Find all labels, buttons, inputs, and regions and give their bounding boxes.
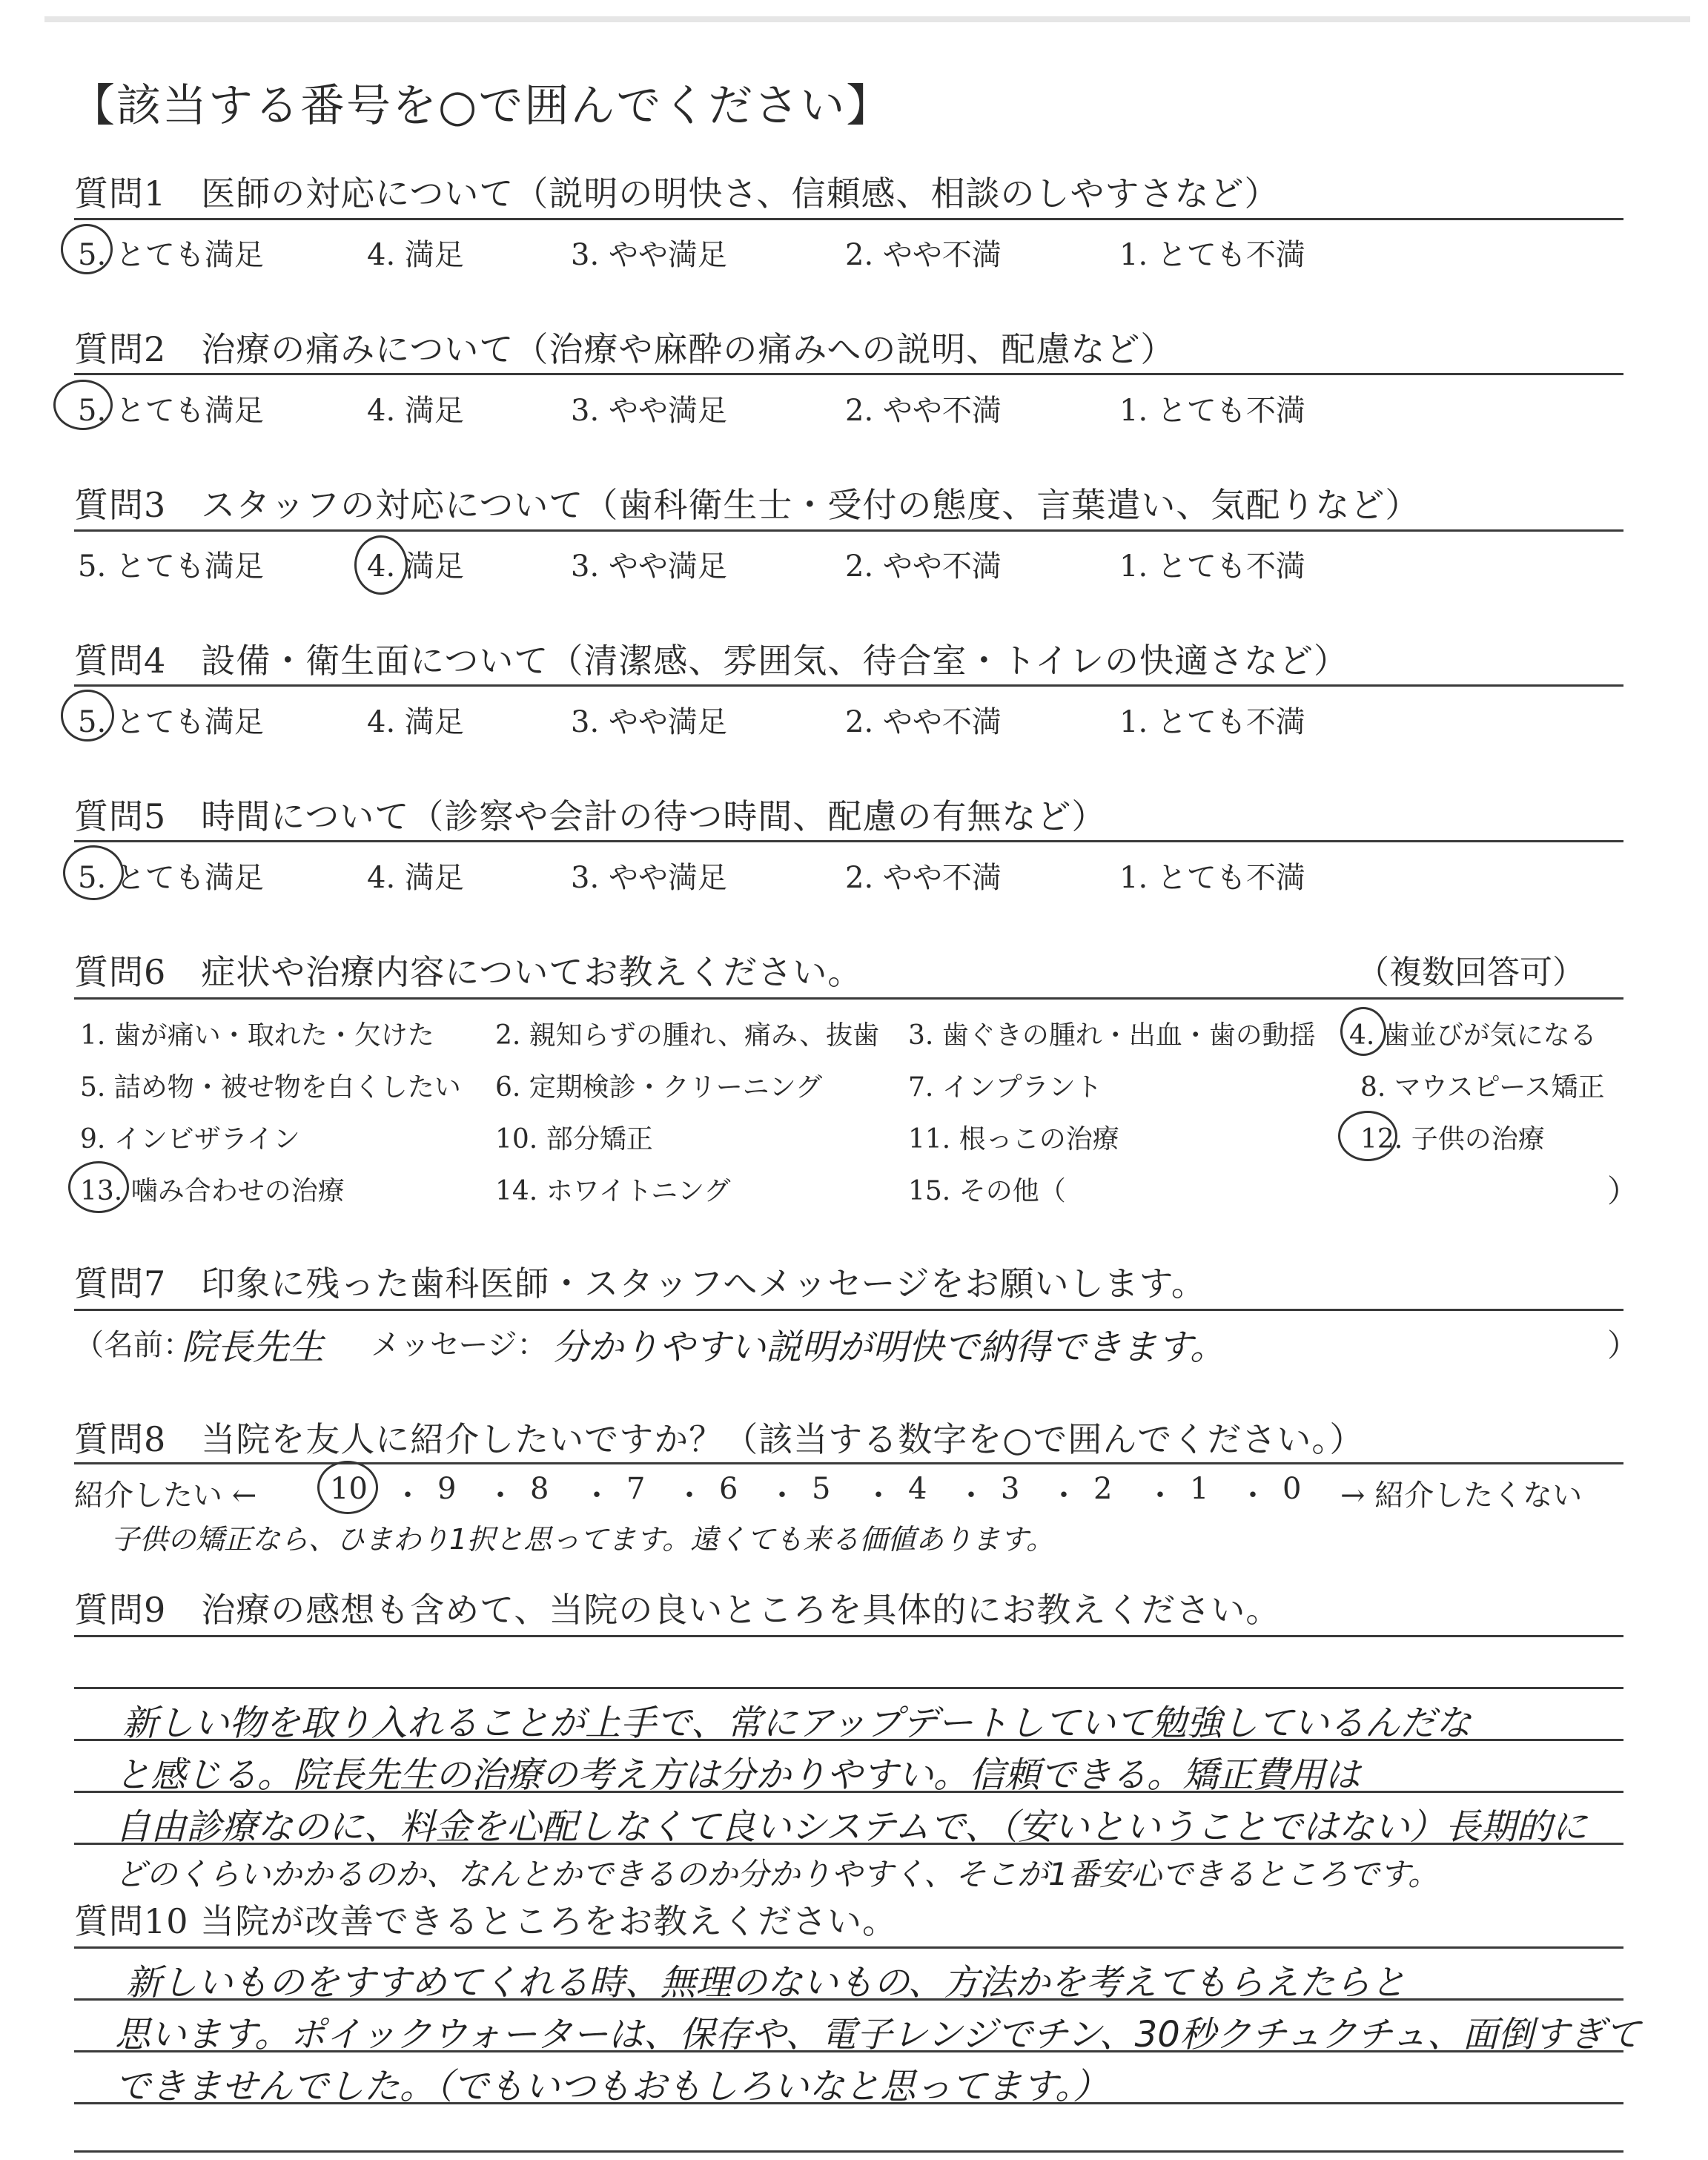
scale-dot: ・ — [486, 1479, 515, 1513]
top-border — [44, 16, 1690, 22]
symptom-option-8[interactable]: 8. マウスピース矯正 — [1360, 1072, 1605, 1103]
q4-option-4[interactable]: 4. 満足 — [367, 705, 464, 739]
q3-option-1[interactable]: 1. とても不満 — [1119, 549, 1305, 584]
q5-option-5[interactable]: 5. とても満足 — [78, 861, 264, 895]
answer-9-rule-1 — [74, 1687, 1623, 1689]
symptom-option-15[interactable]: 15. その他（ — [908, 1176, 1066, 1206]
scale-2[interactable]: 2 — [1093, 1472, 1113, 1506]
answer-10-line-3[interactable]: できませんでした。（でもいつもおもしろいなと思ってます。） — [115, 2066, 1109, 2107]
scale-dot: ・ — [864, 1479, 893, 1513]
symptom-option-2[interactable]: 2. 親知らずの腫れ、痛み、抜歯 — [495, 1020, 880, 1051]
scale-dot: ・ — [582, 1479, 612, 1513]
q1-option-2[interactable]: 2. やや不満 — [845, 238, 1002, 272]
recommend-right-label: → 紹介したくない — [1340, 1479, 1583, 1513]
symptom-4-selection-circle — [1340, 1007, 1386, 1056]
q5-option-1[interactable]: 1. とても不満 — [1119, 861, 1305, 895]
q3-selection-circle — [354, 535, 408, 595]
q1-option-1[interactable]: 1. とても不満 — [1119, 238, 1305, 272]
symptom-option-10[interactable]: 10. 部分矯正 — [495, 1124, 653, 1155]
symptom-option-3[interactable]: 3. 歯ぐきの腫れ・出血・歯の動揺 — [908, 1020, 1316, 1051]
scale-3[interactable]: 3 — [1001, 1472, 1020, 1506]
scale-10-selection-circle — [317, 1461, 378, 1514]
symptom-option-5[interactable]: 5. 詰め物・被せ物を白くしたい — [80, 1072, 461, 1103]
question-9-title: 質問9 治療の感想も含めて、当院の良いところを具体的にお教えください。 — [74, 1590, 1281, 1630]
q5-selection-circle — [63, 845, 124, 900]
q4-option-5[interactable]: 5. とても満足 — [78, 705, 264, 739]
answer-10-rule-4 — [74, 2150, 1623, 2153]
question-9-rule — [74, 1635, 1623, 1637]
q4-option-2[interactable]: 2. やや不満 — [845, 705, 1002, 739]
answer-9-line-1[interactable]: 新しい物を取り入れることが上手で、常にアップデートしていて勉強しているんだな — [122, 1702, 1472, 1744]
answer-10-line-1[interactable]: 新しいものをすすめてくれる時、無理のないもの、方法かを考えてもらえたらと — [126, 1962, 1406, 2004]
q1-option-4[interactable]: 4. 満足 — [367, 238, 464, 272]
q4-selection-circle — [61, 690, 114, 742]
multiple-answers-note: （複数回答可） — [1357, 954, 1585, 991]
q1-option-3[interactable]: 3. やや満足 — [571, 238, 727, 272]
symptom-option-14[interactable]: 14. ホワイトニング — [495, 1176, 731, 1206]
recommend-comment[interactable]: 子供の矯正なら、ひまわり1択と思ってます。遠くても来る価値あります。 — [111, 1523, 1055, 1556]
scale-9[interactable]: 9 — [437, 1472, 457, 1506]
symptom-12-selection-circle — [1338, 1111, 1397, 1161]
message-name-label: （名前： — [74, 1328, 193, 1362]
q3-option-4[interactable]: 4. 満足 — [367, 549, 464, 584]
other-close-paren: ） — [1607, 1173, 1639, 1209]
question-10-rule — [74, 1946, 1623, 1949]
question-3-rule — [74, 529, 1623, 532]
q4-option-3[interactable]: 3. やや満足 — [571, 705, 727, 739]
scale-dot: ・ — [1238, 1479, 1268, 1513]
q1-selection-circle — [61, 224, 113, 274]
q2-option-3[interactable]: 3. やや満足 — [571, 394, 727, 428]
q2-option-2[interactable]: 2. やや不満 — [845, 394, 1002, 428]
question-2-rule — [74, 373, 1623, 375]
question-5-rule — [74, 840, 1623, 842]
scale-dot: ・ — [767, 1479, 797, 1513]
question-2-title: 質問2 治療の痛みについて（治療や麻酔の痛みへの説明、配慮など） — [74, 329, 1176, 369]
q5-option-3[interactable]: 3. やや満足 — [571, 861, 727, 895]
symptom-option-13[interactable]: 13. 噛み合わせの治療 — [80, 1176, 345, 1206]
message-close-paren: ） — [1607, 1327, 1639, 1364]
scale-5[interactable]: 5 — [812, 1472, 831, 1506]
symptom-option-12[interactable]: 12. 子供の治療 — [1360, 1124, 1545, 1155]
q5-option-2[interactable]: 2. やや不満 — [845, 861, 1002, 895]
message-label: メッセージ： — [371, 1328, 547, 1362]
scale-dot: ・ — [675, 1479, 704, 1513]
question-4-title: 質問4 設備・衛生面について（清潔感、雰囲気、待合室・トイレの快適さなど） — [74, 641, 1349, 681]
question-3-title: 質問3 スタッフの対応について（歯科衛生士・受付の態度、言葉遣い、気配りなど） — [74, 485, 1420, 525]
q2-option-4[interactable]: 4. 満足 — [367, 394, 464, 428]
scale-dot: ・ — [1145, 1479, 1175, 1513]
symptom-option-7[interactable]: 7. インプラント — [908, 1072, 1102, 1103]
symptom-option-9[interactable]: 9. インビザライン — [80, 1124, 300, 1155]
q4-option-1[interactable]: 1. とても不満 — [1119, 705, 1305, 739]
symptom-13-selection-circle — [68, 1161, 129, 1213]
scale-dot: ・ — [393, 1479, 423, 1513]
q2-option-5[interactable]: 5. とても満足 — [78, 394, 264, 428]
scale-dot: ・ — [1049, 1479, 1079, 1513]
question-8-title: 質問8 当院を友人に紹介したいですか？（該当する数字を○で囲んでください。） — [74, 1419, 1365, 1459]
question-1-rule — [74, 218, 1623, 220]
q3-option-3[interactable]: 3. やや満足 — [571, 549, 727, 584]
q1-option-5[interactable]: 5. とても満足 — [78, 238, 264, 272]
question-5-title: 質問5 時間について（診察や会計の待つ時間、配慮の有無など） — [74, 796, 1107, 836]
page-heading: 【該当する番号を○で囲んでください】 — [70, 80, 893, 132]
question-4-rule — [74, 684, 1623, 687]
question-8-rule — [74, 1462, 1623, 1464]
message-value[interactable]: 分かりやすい説明が明快で納得できます。 — [552, 1327, 1226, 1368]
question-10-title: 質問10 当院が改善できるところをお教えください。 — [74, 1901, 898, 1941]
scale-dot: ・ — [956, 1479, 986, 1513]
question-7-title: 質問7 印象に残った歯科医師・スタッフへメッセージをお願いします。 — [74, 1264, 1206, 1304]
q2-selection-circle — [53, 380, 113, 430]
scale-4[interactable]: 4 — [908, 1472, 927, 1506]
symptom-option-4[interactable]: 4. 歯並びが気になる — [1349, 1020, 1597, 1051]
scale-6[interactable]: 6 — [719, 1472, 738, 1506]
scale-10[interactable]: 10 — [330, 1472, 368, 1506]
scale-1[interactable]: 1 — [1190, 1472, 1209, 1506]
symptom-option-11[interactable]: 11. 根っこの治療 — [908, 1124, 1119, 1155]
q2-option-1[interactable]: 1. とても不満 — [1119, 394, 1305, 428]
question-6-title: 質問6 症状や治療内容についてお教えください。 — [74, 952, 863, 992]
answer-9-line-3[interactable]: 自由診療なのに、料金を心配しなくて良いシステムで、（安いということではない）長期的に — [115, 1806, 1588, 1848]
scale-7[interactable]: 7 — [626, 1472, 646, 1506]
answer-9-line-2[interactable]: と感じる。院長先生の治療の考え方は分かりやすい。信頼できる。矯正費用は — [115, 1754, 1361, 1796]
scale-0[interactable]: 0 — [1282, 1472, 1302, 1506]
symptom-option-6[interactable]: 6. 定期検診・クリーニング — [495, 1072, 823, 1103]
question-6-rule — [74, 997, 1623, 1000]
q5-option-4[interactable]: 4. 満足 — [367, 861, 464, 895]
symptom-option-1[interactable]: 1. 歯が痛い・取れた・欠けた — [80, 1020, 434, 1051]
q3-option-5[interactable]: 5. とても満足 — [78, 549, 264, 584]
question-1-title: 質問1 医師の対応について（説明の明快さ、信頼感、相談のしやすさなど） — [74, 174, 1280, 214]
answer-9-line-4[interactable]: どのくらいかかるのか、なんとかできるのか分かりやすく、そこが1番安心できるところです。 — [115, 1856, 1440, 1892]
message-name-value[interactable]: 院長先生 — [182, 1327, 325, 1368]
scale-8[interactable]: 8 — [530, 1472, 549, 1506]
q3-option-2[interactable]: 2. やや不満 — [845, 549, 1002, 584]
recommend-left-label: 紹介したい ← — [74, 1479, 257, 1513]
answer-10-line-2[interactable]: 思います。ポイックウォーターは、保存や、電子レンジでチン、30秒クチュクチュ、面倒すぎて — [115, 2014, 1641, 2055]
question-7-rule — [74, 1309, 1623, 1311]
